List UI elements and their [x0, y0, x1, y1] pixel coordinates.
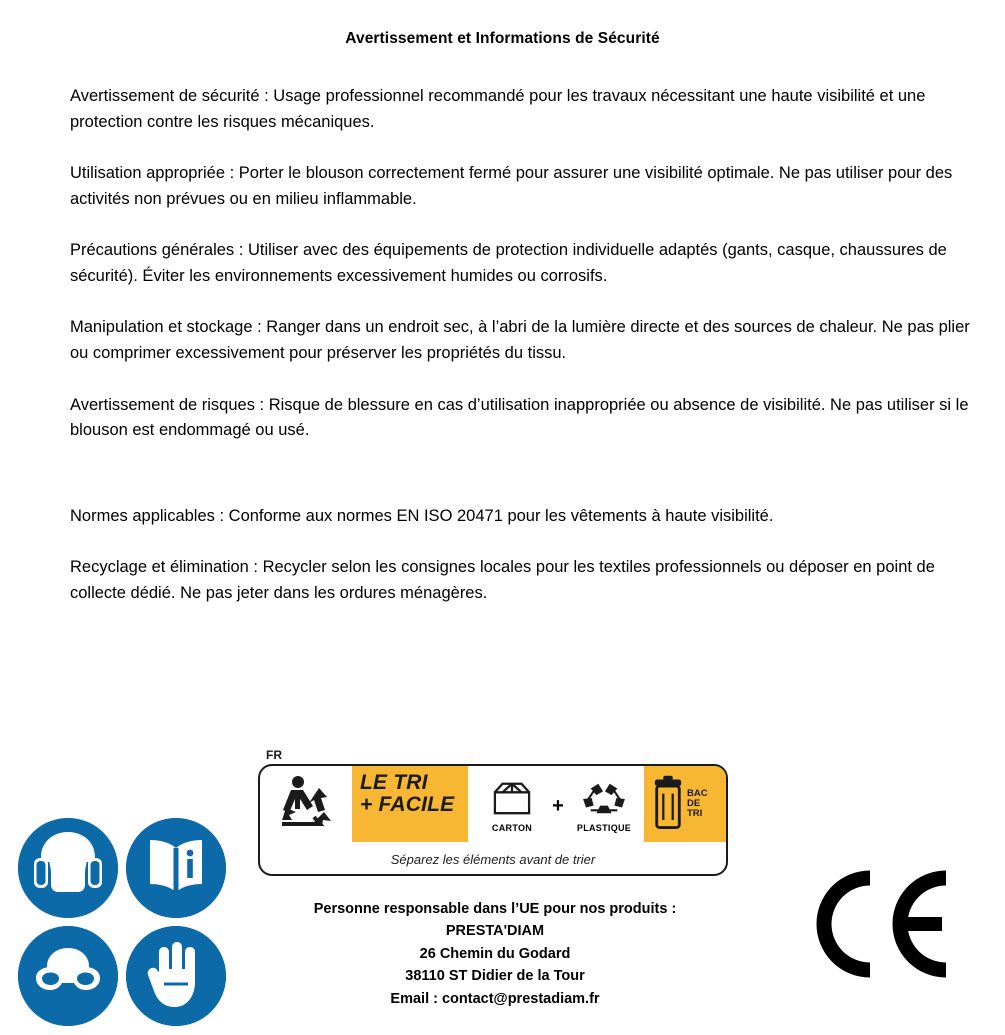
triman-plus-sign: + — [552, 794, 564, 817]
responsible-person-address-1: 26 Chemin du Godard — [419, 945, 571, 962]
triman-bin-line1: BAC — [687, 787, 708, 799]
triman-recycling-label — [258, 748, 728, 878]
triman-icon — [264, 768, 352, 840]
paragraph-handling-storage: Manipulation et stockage : Ranger dans un endroit sec, à l’abri de la lumière directe et des sources de chaleur. Ne pas plier ou comprimer excessivement pour préserver les propriétés du tissu. — [70, 318, 970, 362]
paragraph-risk-warning: Avertissement de risques : Risque de blessure en cas d’utilisation inappropriée ou absence de visibilité. Ne pas utiliser si le blouson est endommagé ou usé. — [70, 395, 969, 440]
triman-headline — [360, 772, 470, 838]
paragraph-safety-warning: Avertissement de sécurité : Usage professionnel recommandé pour les travaux nécessitant une haute visibilité et une protection contre les risques mécaniques. — [70, 87, 926, 131]
ce-marking-icon — [796, 870, 956, 978]
triman-headline-line2: + FACILE — [360, 792, 455, 816]
triman-headline-line1: LE TRI — [360, 771, 428, 794]
footer-section — [0, 720, 1005, 1035]
triman-materials — [474, 770, 642, 842]
responsible-person-intro: Personne responsable dans l’UE pour nos produits : — [313, 901, 677, 917]
carton-material — [478, 779, 546, 833]
carton-caption: CARTON — [491, 823, 533, 833]
ear-protection-icon — [18, 818, 118, 918]
triman-bin-line2: DE — [687, 797, 701, 809]
triman-footer-text: Séparez les éléments avant de trier — [390, 851, 596, 867]
eye-protection-icon — [18, 926, 118, 1026]
responsible-person-block — [200, 898, 790, 1010]
warning-content — [0, 84, 1005, 606]
triman-country-code: FR — [266, 748, 282, 762]
paragraph-general-precautions: Précautions générales : Utiliser avec des équipements de protection individuelle adaptés (gants, casque, chaussures de sécurité). Éviter les environnements excessivement humides ou corrosifs. — [70, 241, 947, 285]
paragraph-standards: Normes applicables : Conforme aux normes EN ISO 20471 pour les vêtements à haute visibilité. — [70, 506, 774, 525]
page-title: Avertissement et Informations de Sécurité — [345, 30, 660, 47]
paragraph-proper-use: Utilisation appropriée : Porter le blouson correctement fermé pour assurer une visibilité optimale. Ne pas utiliser pour des activités non prévues ou en milieu inflammable. — [70, 164, 953, 208]
plastique-material — [570, 779, 638, 833]
triman-bin — [652, 769, 726, 839]
responsible-person-email: Email : contact@prestadiam.fr — [390, 990, 600, 1007]
triman-bin-line3: TRI — [687, 808, 703, 820]
triman-bin-text — [687, 789, 708, 820]
responsible-person-company: PRESTA'DIAM — [445, 923, 545, 940]
responsible-person-address-2: 38110 ST Didier de la Tour — [405, 968, 585, 985]
plastique-caption: PLASTIQUE — [576, 823, 632, 833]
paragraph-recycling: Recyclage et élimination : Recycler selon les consignes locales pour les textiles professionnels ou déposer en point de collecte dédié. Ne pas jeter dans les ordures ménagères. — [70, 558, 935, 602]
